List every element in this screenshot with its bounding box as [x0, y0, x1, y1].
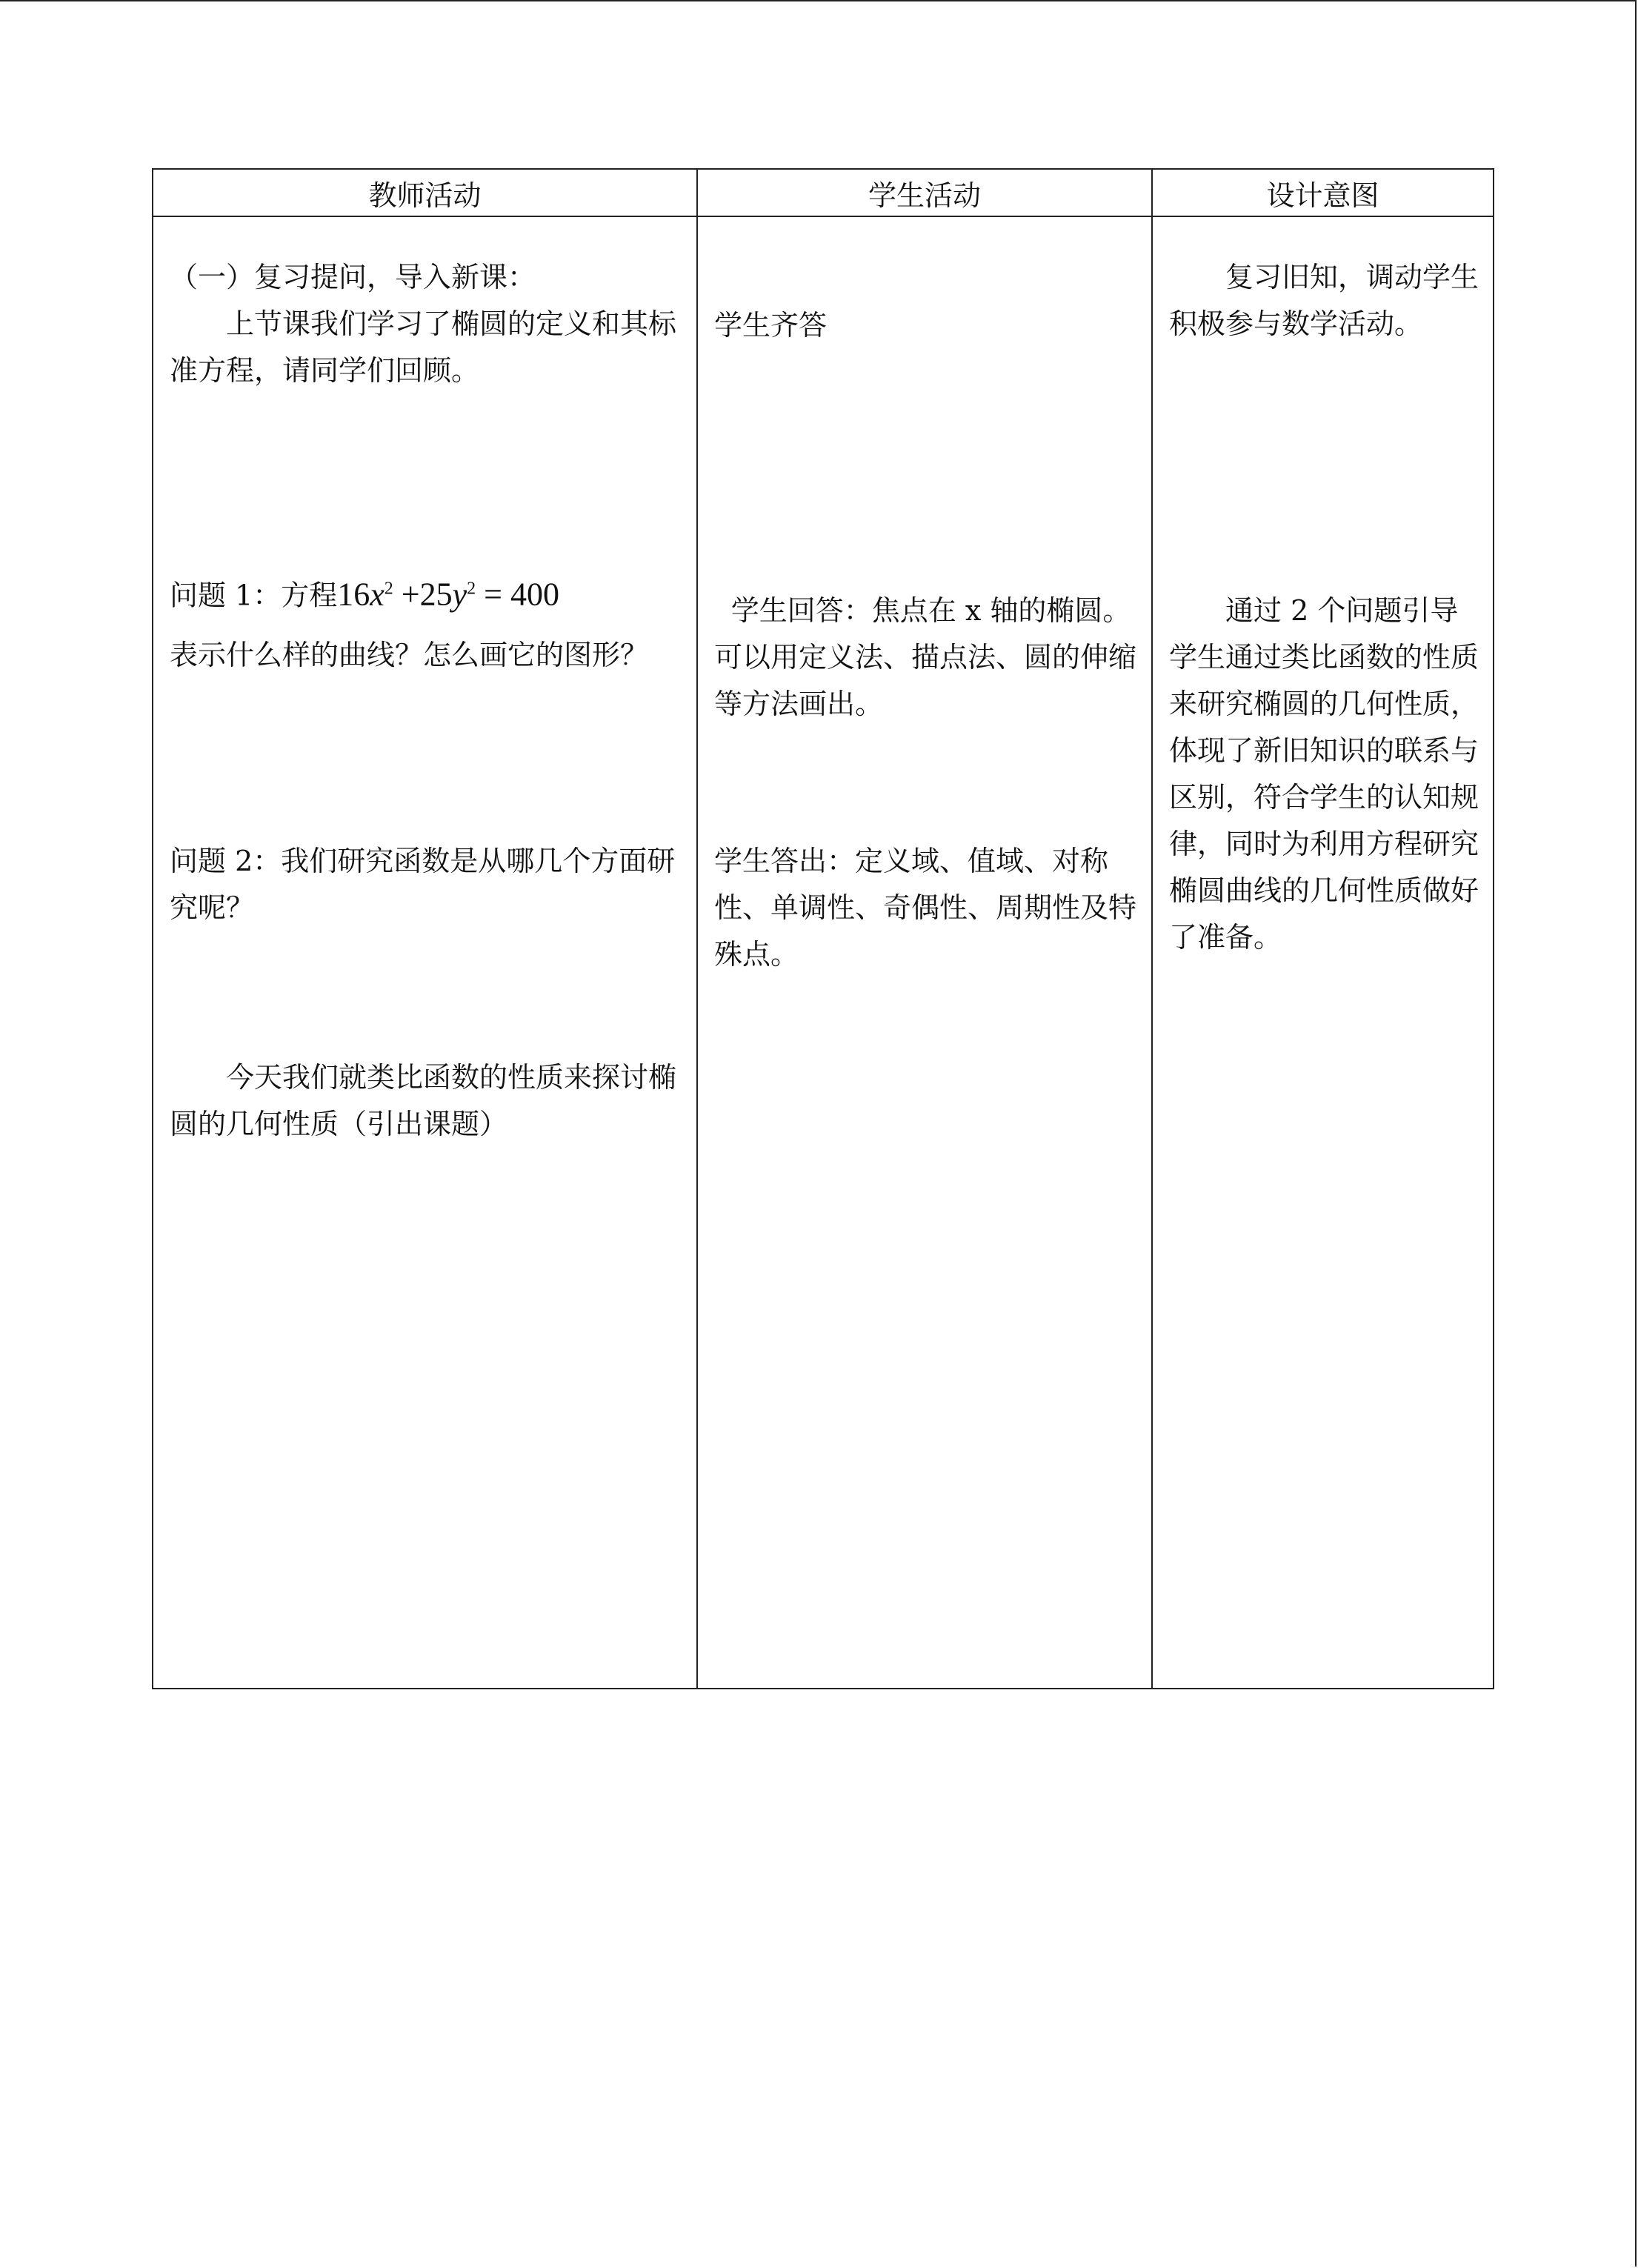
equation-var-x: $x^2$: [370, 576, 393, 613]
teacher-closing: 今天我们就类比函数的性质来探讨椭圆的几何性质（引出课题）: [170, 1061, 677, 1140]
table-body-row: [153, 216, 1494, 1689]
table-header-row: [153, 169, 1494, 216]
equation-var-y: $y^2$: [452, 576, 476, 613]
header-design-intent: 设计意图: [1152, 169, 1494, 216]
lesson-plan-table: [152, 168, 1494, 1689]
section-title: （一）复习提问，导入新课：: [170, 261, 536, 293]
student-answer-3: 学生答出：定义域、值域、对称性、单调性、奇偶性、周期性及特殊点。: [714, 845, 1137, 971]
student-answer-2: 学生回答：焦点在 x 轴的椭圆。可以用定义法、描点法、圆的伸缩等方法画出。: [714, 594, 1137, 720]
header-student-activity: 学生活动: [697, 169, 1152, 216]
header-teacher-activity: 教师活动: [153, 169, 697, 216]
student-activity-cell: [697, 216, 1152, 1689]
equation-coef-1: 16: [337, 576, 370, 613]
question-1-prefix: 问题 1：方程: [170, 579, 338, 612]
student-answer-1: 学生齐答: [714, 309, 828, 342]
design-intent-2: 通过 2 个问题引导学生通过类比函数的性质来研究椭圆的几何性质，体现了新旧知识的联系与区别，符合学生的认知规律，同时为利用方程研究椭圆曲线的几何性质做好了准备。: [1169, 594, 1479, 954]
design-intent-1: 复习旧知，调动学生积极参与数学活动。: [1169, 261, 1479, 340]
equation-coef-2: 25: [419, 576, 453, 613]
design-intent-cell: [1152, 216, 1494, 1689]
equation-plus: +: [393, 576, 420, 613]
question-1-line: [170, 565, 681, 619]
teacher-activity-cell: [153, 216, 697, 1689]
teacher-intro: 上节课我们学习了椭圆的定义和其标准方程，请同学们回顾。: [170, 307, 677, 387]
equation-rhs: = 400: [476, 576, 559, 613]
question-1-text: 表示什么样的曲线？怎么画它的图形？: [170, 639, 649, 671]
question-2-text: 问题 2：我们研究函数是从哪几个方面研究呢？: [170, 845, 676, 924]
